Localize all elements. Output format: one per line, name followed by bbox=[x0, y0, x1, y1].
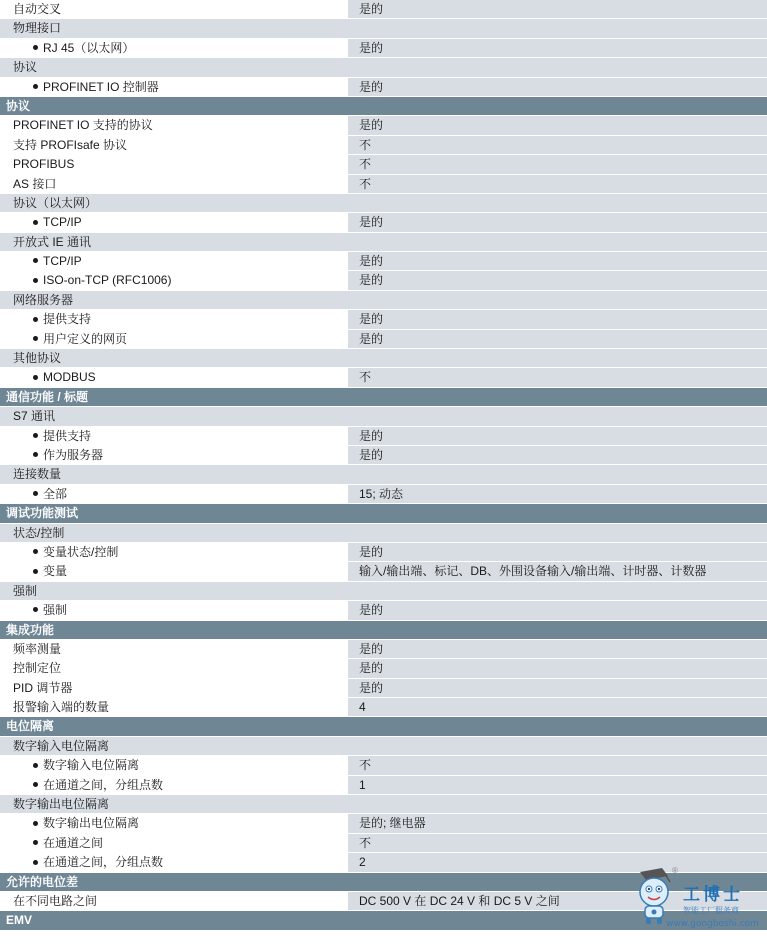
row-label-text: ISO-on-TCP (RFC1006) bbox=[43, 273, 172, 288]
row-label-text: 网络服务器 bbox=[13, 292, 74, 307]
row-label bbox=[0, 175, 347, 193]
row-label-text: PROFIBUS bbox=[13, 157, 75, 172]
row-label-text: 自动交叉 bbox=[13, 2, 62, 16]
row-label bbox=[0, 39, 347, 57]
bullet-icon bbox=[33, 375, 38, 380]
table-row bbox=[0, 271, 767, 290]
section-header-row bbox=[0, 97, 767, 116]
bullet-icon bbox=[33, 491, 38, 496]
row-value: 是的 bbox=[347, 543, 767, 561]
table-row bbox=[0, 427, 767, 446]
table-row bbox=[0, 116, 767, 135]
row-label bbox=[0, 698, 347, 716]
bullet-icon bbox=[33, 763, 38, 768]
row-label-text: 提供支持 bbox=[43, 428, 92, 443]
row-label-text: 在不同电路之间 bbox=[13, 893, 98, 908]
section-header-row bbox=[0, 504, 767, 523]
bullet-icon bbox=[33, 782, 38, 787]
row-label-text: 状态/控制 bbox=[13, 525, 65, 540]
group-header-row bbox=[0, 795, 767, 814]
row-label bbox=[0, 756, 347, 774]
table-row bbox=[0, 136, 767, 155]
row-value: 是的 bbox=[347, 116, 767, 134]
row-label-text: 频率测量 bbox=[13, 641, 62, 656]
row-label-text: S7 通讯 bbox=[13, 409, 56, 424]
row-label bbox=[0, 814, 347, 832]
row-label-text: TCP/IP bbox=[43, 254, 82, 269]
bullet-icon bbox=[33, 317, 38, 322]
row-label-text: MODBUS bbox=[43, 370, 96, 385]
row-label-text: 控制定位 bbox=[13, 661, 62, 676]
row-value: 是的 bbox=[347, 601, 767, 619]
row-value: 不 bbox=[347, 834, 767, 852]
group-title bbox=[0, 407, 767, 425]
row-label-text: PROFINET IO 支持的协议 bbox=[13, 118, 153, 133]
row-value: 是的 bbox=[347, 271, 767, 289]
row-label-text: 变量 bbox=[43, 564, 68, 579]
group-title bbox=[0, 19, 767, 37]
row-label-text: 电位隔离 bbox=[6, 719, 55, 734]
row-value: 是的 bbox=[347, 213, 767, 231]
row-value: 4 bbox=[347, 698, 767, 716]
group-title bbox=[0, 582, 767, 600]
watermark-title: 工博士 bbox=[683, 885, 743, 905]
row-label-text: 全部 bbox=[43, 486, 68, 501]
row-label bbox=[0, 136, 347, 154]
row-label bbox=[0, 310, 347, 328]
row-label-text: 提供支持 bbox=[43, 312, 92, 327]
row-label-text: RJ 45（以太网） bbox=[43, 40, 135, 55]
group-title bbox=[0, 194, 767, 212]
table-row bbox=[0, 252, 767, 271]
group-header-row bbox=[0, 524, 767, 543]
row-label bbox=[0, 213, 347, 231]
row-label-text: 协议 bbox=[6, 98, 31, 113]
row-label bbox=[0, 78, 347, 96]
section-title bbox=[0, 388, 767, 406]
section-title bbox=[0, 504, 767, 522]
row-label-text: 其他协议 bbox=[13, 351, 62, 366]
row-value: 不 bbox=[347, 136, 767, 154]
row-label-text: TCP/IP bbox=[43, 215, 82, 230]
row-value: 是的 bbox=[347, 679, 767, 697]
row-value: 不 bbox=[347, 368, 767, 386]
table-row bbox=[0, 39, 767, 58]
row-label-text: 集成功能 bbox=[6, 622, 55, 637]
section-title bbox=[0, 911, 767, 929]
table-row bbox=[0, 640, 767, 659]
watermark-url: www.gongboshi.com bbox=[666, 919, 759, 929]
row-label bbox=[0, 892, 347, 910]
section-title bbox=[0, 873, 767, 891]
row-label bbox=[0, 640, 347, 658]
row-label bbox=[0, 368, 347, 386]
row-value: 是的; 继电器 bbox=[347, 814, 767, 832]
group-title bbox=[0, 737, 767, 755]
table-row bbox=[0, 659, 767, 678]
registered-mark: ® bbox=[672, 866, 678, 875]
group-title bbox=[0, 349, 767, 367]
bullet-icon bbox=[33, 821, 38, 826]
group-title bbox=[0, 795, 767, 813]
row-label bbox=[0, 116, 347, 134]
section-title bbox=[0, 717, 767, 735]
row-label-text: 协议（以太网） bbox=[13, 195, 98, 210]
row-label-text: 数字输出电位隔离 bbox=[43, 816, 140, 831]
row-value: 2 bbox=[347, 853, 767, 871]
section-header-row bbox=[0, 388, 767, 407]
group-header-row bbox=[0, 291, 767, 310]
bullet-icon bbox=[33, 258, 38, 263]
row-label-text: 强制 bbox=[43, 603, 68, 618]
group-header-row bbox=[0, 465, 767, 484]
bullet-icon bbox=[33, 452, 38, 457]
group-title bbox=[0, 465, 767, 483]
row-value: DC 500 V 在 DC 24 V 和 DC 5 V 之间 bbox=[347, 892, 767, 910]
section-header-row bbox=[0, 621, 767, 640]
group-header-row bbox=[0, 194, 767, 213]
row-label-text: 协议 bbox=[13, 60, 38, 75]
row-label-text: 调试功能测试 bbox=[6, 506, 79, 521]
row-label-text: AS 接口 bbox=[13, 176, 57, 191]
row-value: 不 bbox=[347, 175, 767, 193]
group-title bbox=[0, 233, 767, 251]
row-value: 15; 动态 bbox=[347, 485, 767, 503]
row-label-text: 在通道之间，分组点数 bbox=[43, 777, 164, 792]
row-label-text: 强制 bbox=[13, 583, 38, 598]
row-label-text: 在通道之间 bbox=[43, 835, 104, 850]
row-value: 输入/输出端、标记、DB、外围设备输入/输出端、计时器、计数器 bbox=[347, 562, 767, 580]
group-title bbox=[0, 524, 767, 542]
group-header-row bbox=[0, 737, 767, 756]
table-row bbox=[0, 78, 767, 97]
table-row bbox=[0, 892, 767, 911]
row-label bbox=[0, 562, 347, 580]
group-header-row bbox=[0, 233, 767, 252]
row-label-text: 数字输入电位隔离 bbox=[13, 738, 110, 753]
table-row bbox=[0, 776, 767, 795]
group-title bbox=[0, 58, 767, 76]
row-label bbox=[0, 776, 347, 794]
section-header-row bbox=[0, 911, 767, 930]
group-header-row bbox=[0, 582, 767, 601]
group-title bbox=[0, 291, 767, 309]
row-label-text: 开放式 IE 通讯 bbox=[13, 234, 92, 249]
table-row bbox=[0, 543, 767, 562]
row-label bbox=[0, 853, 347, 871]
table-row bbox=[0, 213, 767, 232]
table-row bbox=[0, 155, 767, 174]
table-row bbox=[0, 310, 767, 329]
row-label-text: 用户定义的网页 bbox=[43, 331, 128, 346]
table-row bbox=[0, 834, 767, 853]
group-header-row bbox=[0, 19, 767, 38]
row-value: 不 bbox=[347, 756, 767, 774]
bullet-icon bbox=[33, 607, 38, 612]
row-label-text: EMV bbox=[6, 913, 33, 928]
row-label bbox=[0, 485, 347, 503]
bullet-icon bbox=[33, 840, 38, 845]
row-label bbox=[0, 271, 347, 289]
row-label-text: 数字输入电位隔离 bbox=[43, 758, 140, 773]
row-label-text: 连接数量 bbox=[13, 467, 62, 482]
bullet-icon bbox=[33, 45, 38, 50]
bullet-icon bbox=[33, 84, 38, 89]
row-value: 1 bbox=[347, 776, 767, 794]
table-row bbox=[0, 0, 767, 19]
row-label bbox=[0, 543, 347, 561]
row-label bbox=[0, 834, 347, 852]
row-label-text: 作为服务器 bbox=[43, 447, 104, 462]
row-label-text: 通信功能 / 标题 bbox=[6, 389, 89, 404]
table-row bbox=[0, 601, 767, 620]
section-title bbox=[0, 97, 767, 115]
row-value: 是的 bbox=[347, 39, 767, 57]
bullet-icon bbox=[33, 336, 38, 341]
row-label bbox=[0, 446, 347, 464]
row-label-text: PROFINET IO 控制器 bbox=[43, 79, 159, 94]
row-value: 是的 bbox=[347, 427, 767, 445]
row-label-text: 数字输出电位隔离 bbox=[13, 797, 110, 812]
row-value: 是的 bbox=[347, 78, 767, 96]
table-row bbox=[0, 175, 767, 194]
table-row bbox=[0, 562, 767, 581]
row-value: 是的 bbox=[347, 0, 767, 18]
table-row bbox=[0, 368, 767, 387]
table-row bbox=[0, 330, 767, 349]
row-label bbox=[0, 252, 347, 270]
row-label bbox=[0, 679, 347, 697]
section-header-row bbox=[0, 873, 767, 892]
bullet-icon bbox=[33, 569, 38, 574]
table-row bbox=[0, 485, 767, 504]
row-label bbox=[0, 155, 347, 173]
watermark-subtitle: 智能工厂服务商 bbox=[683, 906, 739, 915]
row-label-text: 变量状态/控制 bbox=[43, 544, 119, 559]
row-label bbox=[0, 0, 347, 18]
section-header-row bbox=[0, 717, 767, 736]
bullet-icon bbox=[33, 860, 38, 865]
table-row bbox=[0, 446, 767, 465]
group-header-row bbox=[0, 58, 767, 77]
row-value: 是的 bbox=[347, 446, 767, 464]
row-value: 是的 bbox=[347, 330, 767, 348]
row-value: 是的 bbox=[347, 659, 767, 677]
row-label-text: 报警输入端的数量 bbox=[13, 700, 110, 715]
row-value: 是的 bbox=[347, 252, 767, 270]
table-row bbox=[0, 814, 767, 833]
section-title bbox=[0, 621, 767, 639]
row-label-text: 物理接口 bbox=[13, 21, 62, 36]
row-label-text: 支持 PROFIsafe 协议 bbox=[13, 137, 128, 152]
row-label-text: 允许的电位差 bbox=[6, 874, 79, 889]
row-value: 是的 bbox=[347, 640, 767, 658]
row-label bbox=[0, 427, 347, 445]
table-row bbox=[0, 756, 767, 775]
row-label-text: PID 调节器 bbox=[13, 680, 73, 695]
table-row bbox=[0, 853, 767, 872]
bullet-icon bbox=[33, 278, 38, 283]
bullet-icon bbox=[33, 220, 38, 225]
table-row bbox=[0, 679, 767, 698]
row-label-text: 在通道之间，分组点数 bbox=[43, 855, 164, 870]
group-header-row bbox=[0, 407, 767, 426]
table-row bbox=[0, 698, 767, 717]
row-label bbox=[0, 659, 347, 677]
row-label bbox=[0, 330, 347, 348]
bullet-icon bbox=[33, 433, 38, 438]
row-label bbox=[0, 601, 347, 619]
row-value: 是的 bbox=[347, 310, 767, 328]
row-value: 不 bbox=[347, 155, 767, 173]
group-header-row bbox=[0, 349, 767, 368]
bullet-icon bbox=[33, 549, 38, 554]
